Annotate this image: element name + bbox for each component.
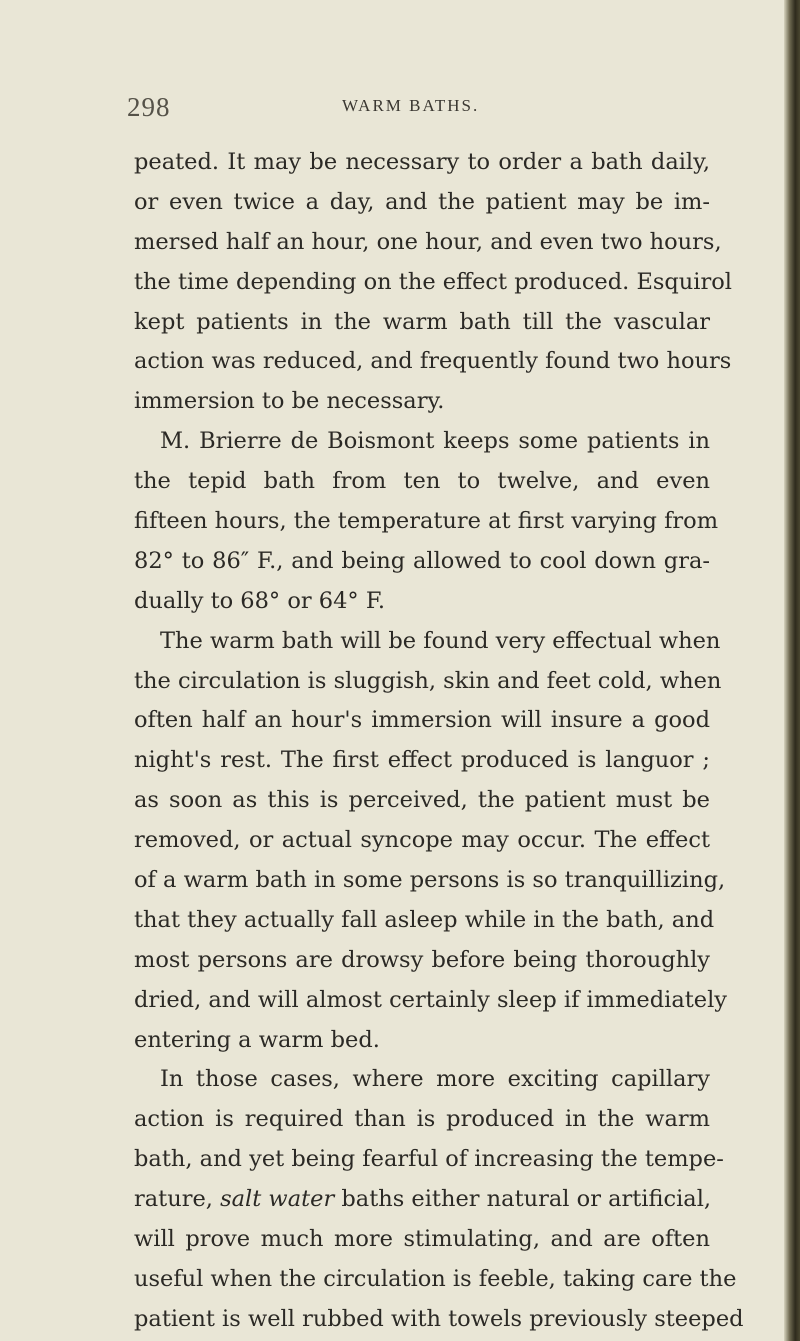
text-line: 82° to 86″ F., and being allowed to cool down gra- [134, 547, 710, 574]
text-line: the time depending on the effect produced. Esquirol [134, 268, 732, 295]
text-line: fifteen hours, the temperature at first varying from [134, 508, 719, 535]
text-line: dually to 68° or 64° F. [134, 587, 386, 614]
page-edge-shadow [784, 0, 800, 1341]
body-text [134, 143, 744, 1340]
text-line: most persons are drowsy before being thoroughly [134, 946, 710, 973]
text-line: patient is well rubbed with towels previously steeped [134, 1305, 744, 1332]
text-line: peated. It may be necessary to order a bath daily, [134, 149, 710, 175]
text-line: In those cases, where more exciting capillary [160, 1066, 710, 1093]
text-line: the circulation is sluggish, skin and feet cold, when [134, 667, 722, 694]
text-line: the tepid bath from ten to twelve, and even [134, 468, 710, 495]
text-line: The warm bath will be found very effectual when [160, 627, 721, 654]
text-line: bath, and yet being fearful of increasing the tempe- [134, 1146, 724, 1173]
text-line: dried, and will almost certainly sleep if immediately [134, 986, 728, 1013]
text-line: action was reduced, and frequently found two hours [134, 348, 732, 375]
text-line: immersion to be necessary. [134, 388, 445, 415]
text-line: mersed half an hour, one hour, and even two hours, [134, 228, 722, 255]
text-segment: rature, [134, 1186, 221, 1213]
italic-phrase: salt water [220, 1186, 335, 1213]
text-line: as soon as this is perceived, the patient must be [134, 787, 710, 814]
running-title: WARM BATHS. [342, 96, 480, 115]
text-line: or even twice a day, and the patient may be im- [134, 188, 710, 215]
text-segment: baths either natural or artificial, [334, 1186, 712, 1213]
text-line: often half an hour's immersion will insure a good [134, 707, 710, 734]
text-line: of a warm bath in some persons is so tranquillizing, [134, 867, 726, 894]
text-line: action is required than is produced in the warm [134, 1106, 710, 1133]
text-line: that they actually fall asleep while in the bath, and [134, 906, 715, 933]
text-line: useful when the circulation is feeble, taking care the [134, 1265, 737, 1292]
text-line: M. Brierre de Boismont keeps some patients in [160, 428, 710, 455]
text-line: removed, or actual syncope may occur. The effect [134, 827, 710, 854]
text-line: kept patients in the warm bath till the vascular [134, 308, 710, 335]
text-line: entering a warm bed. [134, 1026, 380, 1053]
text-line: will prove much more stimulating, and are often [134, 1226, 710, 1253]
page-number: 298 [127, 92, 171, 122]
text-line: night's rest. The first effect produced is languor ; [134, 747, 710, 774]
text-line [134, 1180, 710, 1220]
